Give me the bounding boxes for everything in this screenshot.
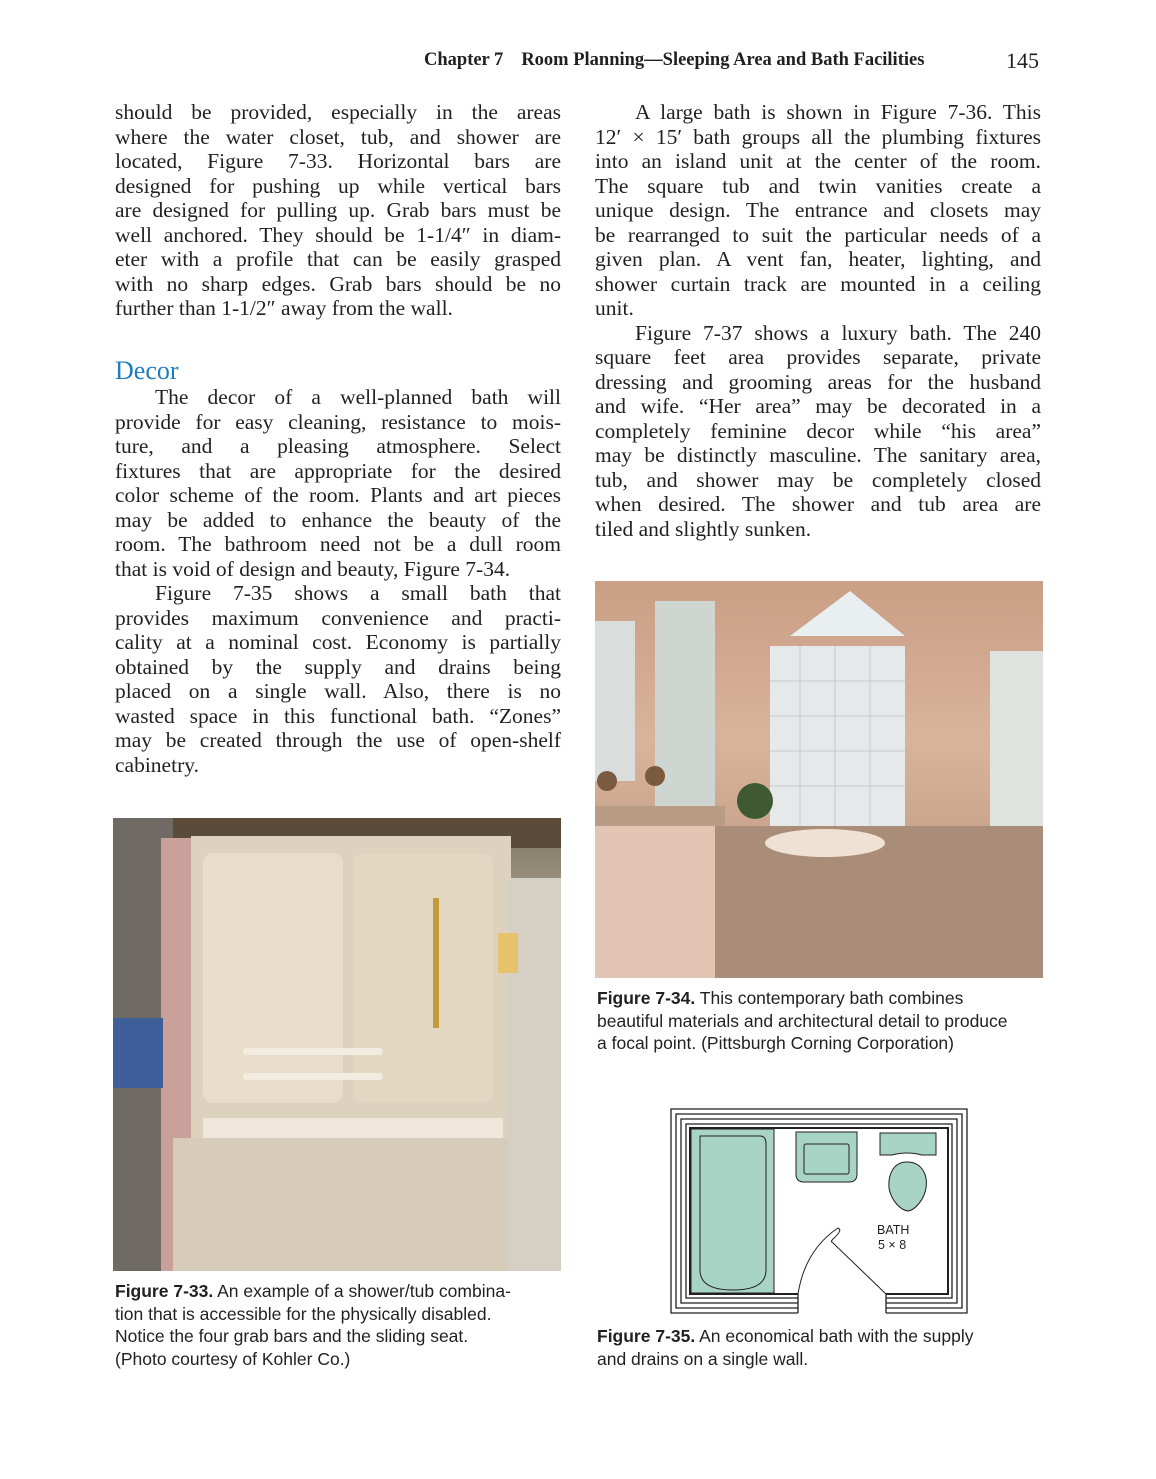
caption-line: a focal point. (Pittsburgh Corning Corporation) [597,1033,954,1053]
text-line: located, Figure 7-33. Horizontal bars are [115,149,561,173]
text-line: and wife. “Her area” may be decorated in a [595,394,1041,418]
chapter-number: Chapter 7 [424,50,504,70]
paragraph [115,385,561,581]
text-line: designed for pushing up while vertical bars [115,173,561,198]
text-line: wasted space in this functional bath. “Zones” [115,703,561,728]
text-line: Figure 7-35 shows a small bath that [155,581,561,605]
caption-line: An example of a shower/tub combina- [213,1281,511,1301]
text-line: into an island unit at the center of the room. [595,149,1041,173]
text-line: be rearranged to suit the particular needs of a [595,222,1041,247]
toilet-bowl-icon [889,1162,926,1211]
text-line: 12′ × 15′ bath groups all the plumbing fixtures [595,124,1041,149]
caption-line: Notice the four grab bars and the sliding seat. [115,1326,469,1346]
text-line: with no sharp edges. Grab bars should be no [115,271,561,296]
plan-room-label: BATH [877,1223,910,1237]
text-line: completely feminine decor while “his area” [595,418,1041,443]
text-line: should be provided, especially in the areas [115,100,561,124]
figure-7-34-photo [595,581,1043,978]
figure-7-34-caption [597,987,1008,1055]
toilet-tank-icon [880,1133,936,1155]
text-line: The square tub and twin vanities create a [595,173,1041,198]
text-line: tiled and slightly sunken. [595,516,812,541]
figure-label: Figure 7-34. [597,988,696,1008]
caption-line: and drains on a single wall. [597,1348,809,1369]
paragraph [595,100,1041,321]
figure-label: Figure 7-33. [115,1281,214,1301]
running-header [424,50,924,71]
text-line: Figure 7-37 shows a luxury bath. The 240 [635,320,1041,345]
section-heading-decor: Decor [115,356,179,385]
door-swing-icon [798,1228,886,1294]
text-line: may be distinctly masculine. The sanitary area, [595,443,1041,467]
caption-line: (Photo courtesy of Kohler Co.) [115,1348,351,1369]
text-line: room. The bathroom need not be a dull room [115,532,561,556]
text-line: are designed for pulling up. Grab bars must be [115,198,561,222]
chapter-title: Room Planning—Sleeping Area and Bath Facilities [521,50,925,70]
figure-7-35-floor-plan [660,1100,980,1320]
paragraph [115,100,561,321]
text-line: unit. [595,296,634,320]
text-line: shower curtain track are mounted in a ceiling [595,271,1041,296]
figure-label: Figure 7-35. [597,1326,696,1346]
paragraph [115,581,561,777]
caption-line: An economical bath with the supply [695,1326,974,1346]
left-column-top-text [115,100,561,321]
right-column-text [595,100,1041,541]
text-line: tub, and shower may be completely closed [595,467,1041,492]
text-line: square feet area provides separate, private [595,345,1041,369]
text-line: placed on a single wall. Also, there is no [115,679,561,703]
text-line: eter with a profile that can be easily grasped [115,247,561,271]
caption-line: This contemporary bath combines [695,988,964,1008]
figure-7-35-caption [597,1325,973,1370]
text-line: further than 1-1/2″ away from the wall. [115,296,453,320]
text-line: that is void of design and beauty, Figure 7-34. [115,556,511,581]
text-line: given plan. A vent fan, heater, lighting, and [595,247,1041,271]
text-line: The decor of a well-planned bath will [155,385,561,409]
text-line: ture, and a pleasing atmosphere. Select [115,434,561,458]
figure-7-33-caption [115,1280,511,1370]
text-line: A large bath is shown in Figure 7-36. This [635,100,1041,124]
text-line: where the water closet, tub, and shower are [115,124,561,149]
text-line: may be added to enhance the beauty of the [115,507,561,532]
left-column-decor-text [115,385,561,777]
text-line: unique design. The entrance and closets may [595,198,1041,222]
page-number: 145 [1006,48,1039,73]
text-line: fixtures that are appropriate for the desired [115,458,561,483]
caption-line: tion that is accessible for the physically disabled. [115,1303,492,1324]
plan-room-size: 5 × 8 [878,1238,907,1252]
text-line: cabinetry. [115,752,199,777]
text-line: well anchored. They should be 1-1/4″ in diam- [115,222,561,247]
text-line: cality at a nominal cost. Economy is partially [115,630,561,654]
caption-line: beautiful materials and architectural detail to produce [597,1010,1008,1031]
text-line: dressing and grooming areas for the husband [595,369,1041,394]
figure-7-33-photo [113,818,561,1271]
text-line: when desired. The shower and tub area are [595,492,1041,516]
text-line: provides maximum convenience and practi- [115,605,561,630]
text-line: obtained by the supply and drains being [115,654,561,679]
text-line: may be created through the use of open-shelf [115,728,561,752]
paragraph [595,321,1041,542]
text-line: provide for easy cleaning, resistance to mois- [115,409,561,434]
text-line: color scheme of the room. Plants and art pieces [115,483,561,507]
